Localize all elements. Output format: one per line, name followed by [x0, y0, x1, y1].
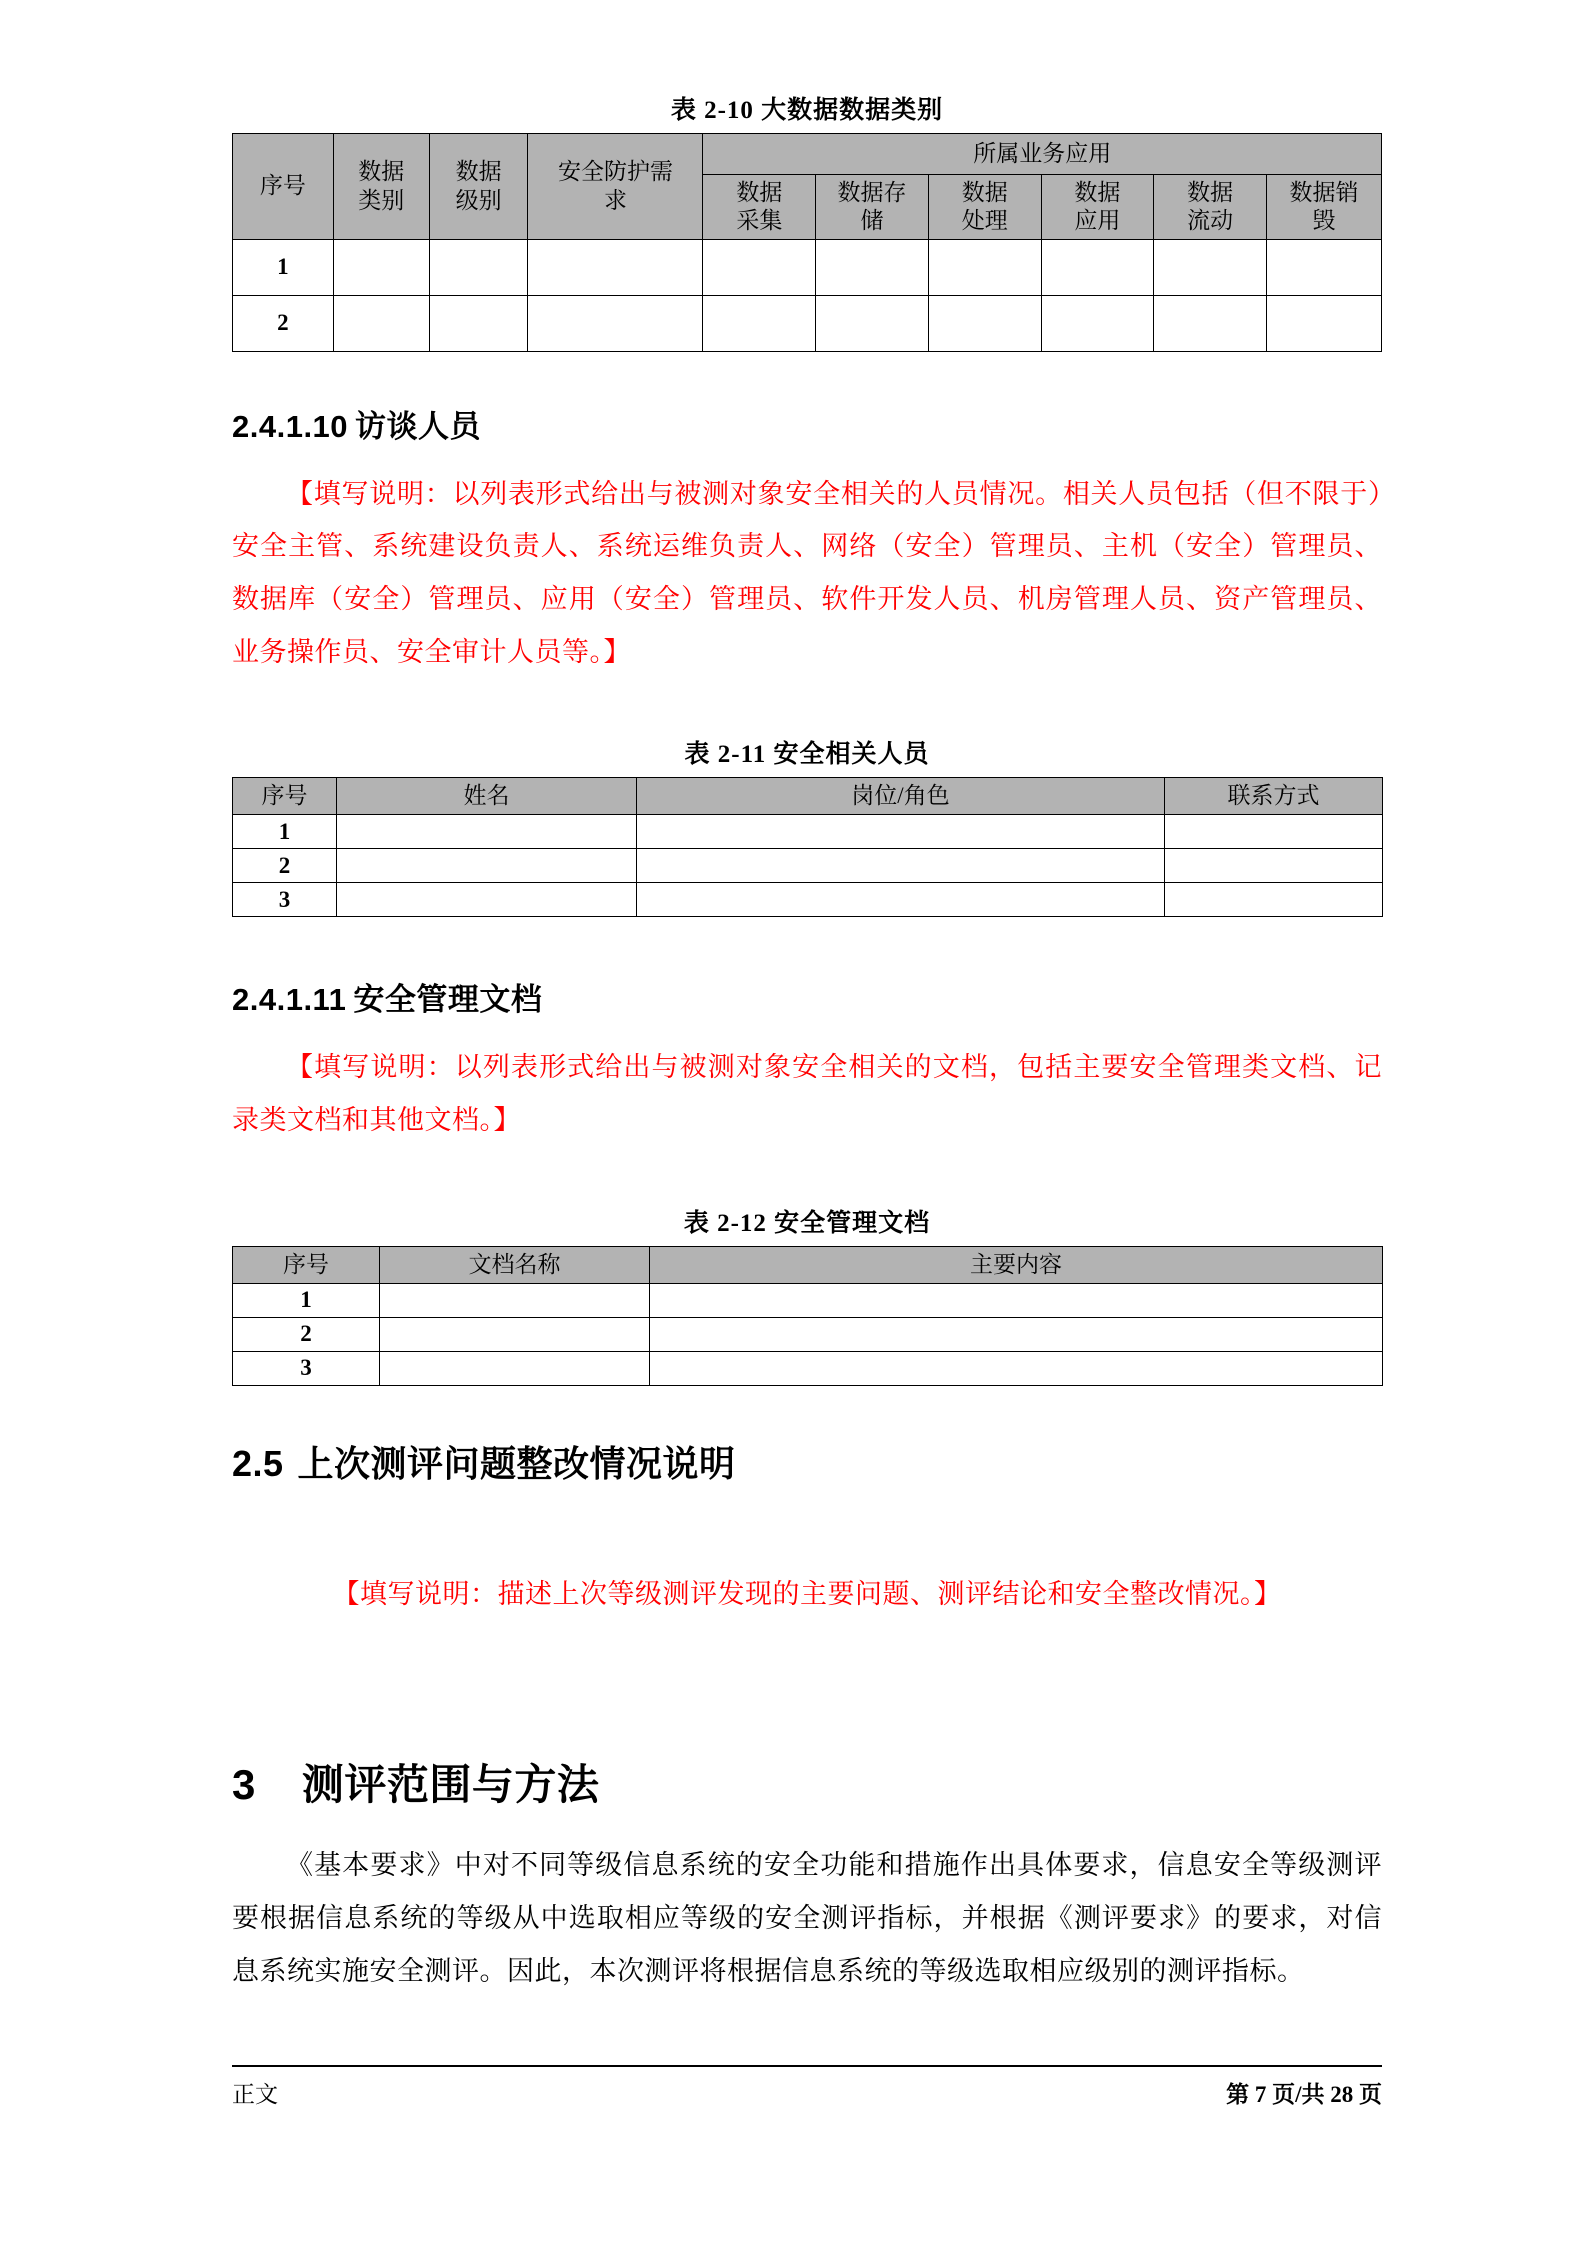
th-data-process-line2: 处理 — [961, 208, 1008, 233]
th-contact: 联系方式 — [1165, 778, 1383, 815]
th-data-level-line1: 数据 — [455, 159, 502, 185]
heading-2-5-number: 2.5 — [232, 1442, 284, 1484]
cell-contact[interactable] — [1165, 815, 1383, 849]
footer-page-indicator: 第 7 页/共 28 页 — [1226, 2082, 1382, 2107]
page-content — [232, 0, 1382, 1997]
table-2-12-header-row — [233, 1246, 1383, 1283]
cell-store[interactable] — [816, 240, 929, 296]
cell-collect[interactable] — [703, 296, 816, 352]
th-data-level-line2: 级别 — [455, 187, 502, 213]
th-data-process — [928, 175, 1041, 240]
heading-3 — [232, 1757, 1382, 1814]
table-row[interactable] — [233, 815, 1383, 849]
heading-2-4-1-11-number: 2.4.1.11 — [232, 982, 347, 1018]
th-data-level — [429, 134, 527, 240]
th-data-apply — [1041, 175, 1154, 240]
th-data-category-line2: 类别 — [358, 187, 405, 213]
table-2-10-caption-text: 表 2-10 大数据数据类别 — [670, 97, 944, 124]
note-2-4-1-11: 【填写说明：以列表形式给出与被测对象安全相关的文档，包括主要安全管理类文档、记录类文档和其他文档。】 — [232, 1052, 1382, 1135]
th-data-store — [816, 175, 929, 240]
th-data-category-line1: 数据 — [358, 159, 405, 185]
cell-role[interactable] — [637, 849, 1165, 883]
heading-3-title: 测评范围与方法 — [301, 1760, 600, 1808]
th-data-collect-line2: 采集 — [736, 208, 783, 233]
table-2-10-caption — [232, 96, 1382, 126]
cell-main-content[interactable] — [650, 1283, 1383, 1317]
cell-store[interactable] — [816, 296, 929, 352]
heading-2-4-1-10-number: 2.4.1.10 — [232, 409, 349, 444]
th-role: 岗位/角色 — [637, 778, 1165, 815]
table-row[interactable] — [233, 849, 1383, 883]
th-data-collect-line1: 数据 — [736, 179, 783, 205]
th-index: 序号 — [233, 1246, 380, 1283]
cell-main-content[interactable] — [650, 1317, 1383, 1351]
cell-index: 1 — [233, 1283, 380, 1317]
th-data-category — [333, 134, 429, 240]
th-name: 姓名 — [337, 778, 637, 815]
page-footer — [232, 2065, 1382, 2109]
heading-2-4-1-10 — [232, 406, 1382, 448]
heading-2-5-title: 上次测评问题整改情况说明 — [297, 1442, 736, 1484]
cell-doc-name[interactable] — [380, 1317, 650, 1351]
cell-index: 3 — [233, 883, 337, 917]
cell-security-need[interactable] — [528, 296, 703, 352]
th-data-flow-line2: 流动 — [1187, 208, 1234, 233]
table-row[interactable] — [233, 1317, 1383, 1351]
cell-flow[interactable] — [1154, 296, 1267, 352]
th-data-destroy-line1: 数据销 — [1289, 179, 1359, 205]
table-row[interactable] — [233, 883, 1383, 917]
th-data-store-line1: 数据存 — [837, 179, 907, 205]
cell-apply[interactable] — [1041, 296, 1154, 352]
table-2-12-caption — [232, 1209, 1382, 1239]
table-2-11-header-row — [233, 778, 1383, 815]
th-main-content: 主要内容 — [650, 1246, 1383, 1283]
heading-3-number: 3 — [232, 1760, 256, 1808]
cell-index: 2 — [233, 1317, 380, 1351]
cell-main-content[interactable] — [650, 1351, 1383, 1385]
cell-flow[interactable] — [1154, 240, 1267, 296]
cell-index: 1 — [233, 815, 337, 849]
table-row[interactable] — [233, 1283, 1383, 1317]
table-2-11 — [232, 777, 1383, 917]
cell-apply[interactable] — [1041, 240, 1154, 296]
cell-security-need[interactable] — [528, 240, 703, 296]
th-index: 序号 — [233, 778, 337, 815]
note-2-5: 【填写说明：描述上次等级测评发现的主要问题、测评结论和安全整改情况。】 — [332, 1579, 1282, 1610]
cell-contact[interactable] — [1165, 849, 1383, 883]
th-data-apply-line1: 数据 — [1074, 179, 1121, 205]
cell-process[interactable] — [928, 296, 1041, 352]
table-2-11-caption — [232, 740, 1382, 770]
table-row[interactable] — [233, 1351, 1383, 1385]
note-2-4-1-10: 【填写说明：以列表形式给出与被测对象安全相关的人员情况。相关人员包括（但不限于）安全主管、系统建设负责人、系统运维负责人、网络（安全）管理员、主机（安全）管理员、数据库（安全）管理员、应用（安全）管理员、软件开发人员、机房管理人员、资产管理员、业务操作员、安全审计人员等。】 — [232, 478, 1382, 667]
cell-data-level[interactable] — [429, 240, 527, 296]
table-2-12-caption-text: 表 2-12 安全管理文档 — [683, 1209, 931, 1237]
cell-collect[interactable] — [703, 240, 816, 296]
table-2-12 — [232, 1246, 1383, 1386]
cell-index: 3 — [233, 1351, 380, 1385]
cell-role[interactable] — [637, 815, 1165, 849]
th-data-process-line1: 数据 — [961, 179, 1008, 205]
th-doc-name: 文档名称 — [380, 1246, 650, 1283]
cell-index: 2 — [233, 296, 334, 352]
th-data-flow-line1: 数据 — [1187, 179, 1234, 205]
cell-destroy[interactable] — [1266, 296, 1381, 352]
table-row[interactable] — [233, 240, 1382, 296]
heading-2-4-1-10-title: 访谈人员 — [355, 409, 482, 444]
th-business-group: 所属业务应用 — [703, 134, 1382, 175]
th-data-flow — [1154, 175, 1267, 240]
cell-name[interactable] — [337, 849, 637, 883]
heading-2-5 — [232, 1440, 1382, 1489]
th-security-need — [528, 134, 703, 240]
cell-role[interactable] — [637, 883, 1165, 917]
th-index: 序号 — [233, 134, 334, 240]
paragraph-3: 《基本要求》中对不同等级信息系统的安全功能和措施作出具体要求，信息安全等级测评要根据信息系统的等级从中选取相应等级的安全测评指标，并根据《测评要求》的要求，对信息系统实施安全测评。因此，本次测评将根据信息系统的等级选取相应级别的测评指标。 — [232, 1850, 1382, 1986]
cell-data-level[interactable] — [429, 296, 527, 352]
footer-label: 正文 — [232, 2082, 278, 2107]
th-data-apply-line2: 应用 — [1074, 208, 1121, 233]
cell-index: 1 — [233, 240, 334, 296]
cell-data-category[interactable] — [333, 240, 429, 296]
th-data-collect — [703, 175, 816, 240]
cell-name[interactable] — [337, 815, 637, 849]
cell-data-category[interactable] — [333, 296, 429, 352]
cell-contact[interactable] — [1165, 883, 1383, 917]
table-row[interactable] — [233, 296, 1382, 352]
cell-doc-name[interactable] — [380, 1351, 650, 1385]
th-security-need-line2: 求 — [603, 187, 627, 213]
cell-index: 2 — [233, 849, 337, 883]
th-security-need-line1: 安全防护需 — [557, 159, 673, 185]
th-data-destroy — [1266, 175, 1381, 240]
cell-name[interactable] — [337, 883, 637, 917]
th-data-store-line2: 储 — [860, 208, 884, 233]
cell-process[interactable] — [928, 240, 1041, 296]
table-2-10 — [232, 133, 1382, 352]
th-data-destroy-line2: 毁 — [1312, 208, 1336, 233]
cell-destroy[interactable] — [1266, 240, 1381, 296]
table-2-10-header-row-1 — [233, 134, 1382, 175]
heading-2-4-1-11-title: 安全管理文档 — [353, 982, 543, 1018]
cell-doc-name[interactable] — [380, 1283, 650, 1317]
table-2-11-caption-text: 表 2-11 安全相关人员 — [684, 741, 930, 769]
heading-2-4-1-11 — [232, 979, 1382, 1021]
